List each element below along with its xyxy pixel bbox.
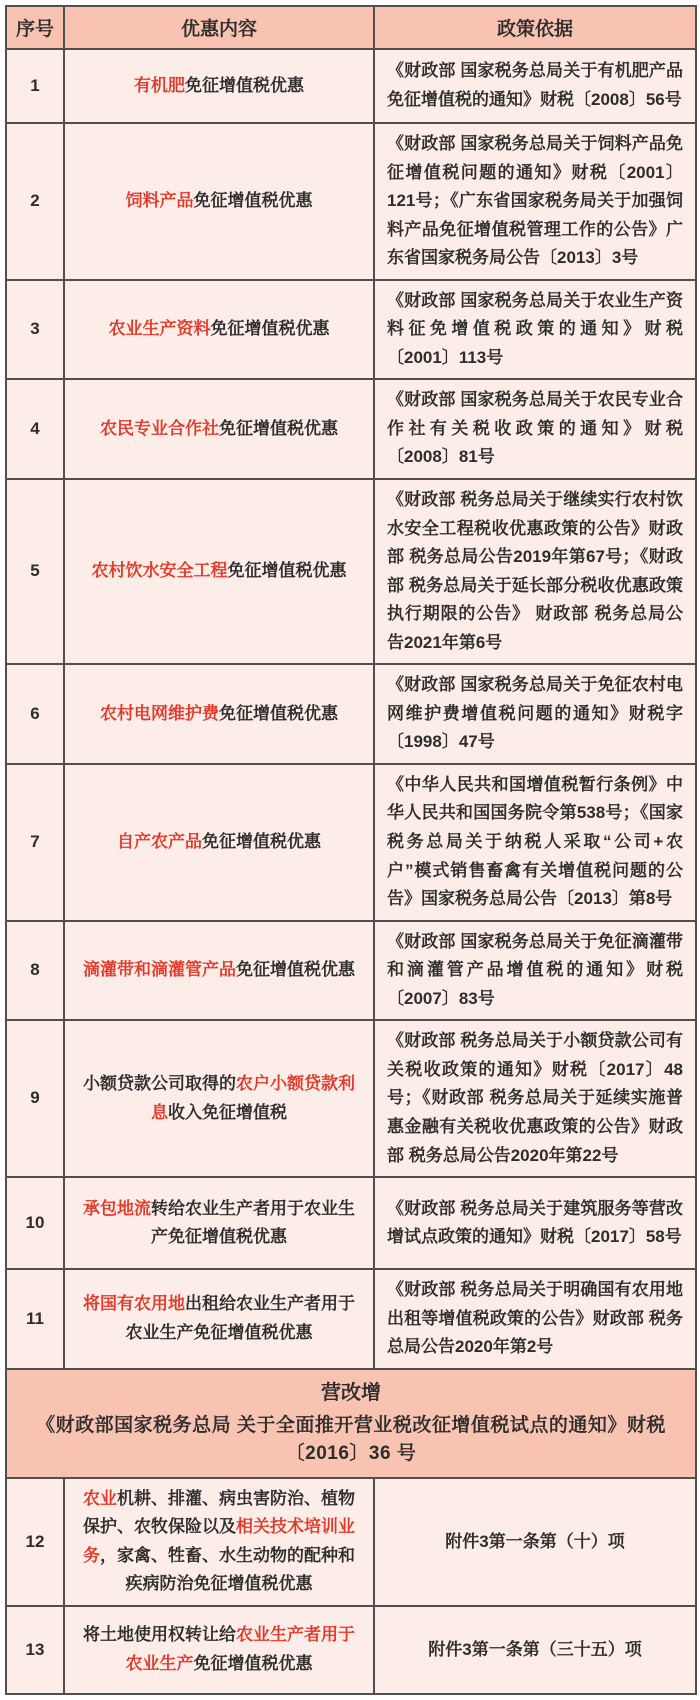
row-number-cell: 9: [6, 1020, 64, 1177]
table-body: [6, 49, 696, 1694]
policy-basis-cell: 附件3第一条第（三十五）项: [374, 1606, 696, 1694]
table-row: [6, 479, 696, 664]
table-row: [6, 921, 696, 1021]
plain-text: 小额贷款公司取得的: [83, 1074, 236, 1094]
plain-text: 机耕、排灌、病虫害防治、植物保护、农牧保险以及: [83, 1488, 355, 1537]
benefit-content-cell: [64, 49, 374, 123]
plain-text: 转给农业生产者用于农业生产免征增值税优惠: [151, 1198, 355, 1247]
section-subtitle: 《财政部国家税务总局 关于全面推开营业税改征增值税试点的通知》财税〔2016〕36 号: [36, 1414, 666, 1465]
row-number-cell: 10: [6, 1177, 64, 1269]
benefit-content-cell: [64, 664, 374, 764]
highlighted-text: 自产农产品: [117, 832, 202, 852]
benefit-content-cell: [64, 1269, 374, 1369]
table-row: [6, 123, 696, 280]
highlighted-text: 滴灌带和滴灌管产品: [83, 960, 236, 980]
table-row: [6, 764, 696, 921]
table-row: [6, 1177, 696, 1269]
policy-basis-cell: 《财政部 国家税务总局关于饲料产品免征增值税问题的通知》财税〔2001〕121号；《广东省国家税务局关于加强饲料产品免征增值税管理工作的公告》广东省国家税务局公告〔2013〕3号: [374, 123, 696, 280]
highlighted-text: 农业生产者用于农业生产: [125, 1625, 355, 1673]
benefit-content-cell: [64, 379, 374, 479]
table-header: [6, 6, 696, 49]
row-number-cell: 3: [6, 280, 64, 380]
header-col-benefit: 优惠内容: [64, 6, 374, 49]
benefit-content-cell: [64, 764, 374, 921]
policy-basis-cell: 《财政部 税务总局关于继续实行农村饮水安全工程税收优惠政策的公告》财政部 税务总局公告2019年第67号；《财政部 税务总局关于延长部分税收优惠政策执行期限的公告》 财政部 税务总局公告2021年第6号: [374, 479, 696, 664]
row-number-cell: 12: [6, 1478, 64, 1606]
benefit-content-cell: [64, 280, 374, 380]
row-number-cell: 4: [6, 379, 64, 479]
benefit-content-cell: [64, 1606, 374, 1694]
plain-text: 免征增值税优惠: [219, 703, 338, 723]
table-row: [6, 379, 696, 479]
policy-basis-cell: 《财政部 国家税务总局关于农民专业合作社有关税收政策的通知》财税〔2008〕81号: [374, 379, 696, 479]
policy-basis-cell: 《财政部 国家税务总局关于有机肥产品免征增值税的通知》财税〔2008〕56号: [374, 49, 696, 123]
plain-text: 免征增值税优惠: [227, 561, 347, 581]
plain-text: 免征增值税优惠: [202, 832, 321, 852]
benefit-content-cell: [64, 921, 374, 1021]
header-col-number: 序号: [6, 6, 64, 49]
policy-basis-cell: 《财政部 国家税务总局关于免征滴灌带和滴灌管产品增值税的通知》财税〔2007〕83号: [374, 921, 696, 1021]
row-number-cell: 2: [6, 123, 64, 280]
row-number-cell: 7: [6, 764, 64, 921]
row-number-cell: 6: [6, 664, 64, 764]
table-row: [6, 49, 696, 123]
row-number-cell: 11: [6, 1269, 64, 1369]
policy-basis-cell: 《财政部 国家税务总局关于农业生产资料征免增值税政策的通知》财税〔2001〕113号: [374, 280, 696, 380]
benefit-content-cell: [64, 123, 374, 280]
policy-basis-cell: 《中华人民共和国增值税暂行条例》中华人民共和国国务院令第538号；《国家税务总局关于纳税人采取“公司+农户”模式销售畜禽有关增值税问题的公告》国家税务总局公告〔2013〕第8号: [374, 764, 696, 921]
plain-text: 免征增值税优惠: [193, 191, 313, 211]
table-row: [6, 1478, 696, 1606]
plain-text: ，家禽、牲畜、水生动物的配种和疾病防治免征增值税优惠: [100, 1545, 355, 1594]
highlighted-text: 相关技术培训业务: [83, 1517, 355, 1565]
highlighted-text: 农业: [83, 1488, 117, 1508]
plain-text: 免征增值税优惠: [236, 960, 355, 980]
highlighted-text: 农村电网维护费: [100, 703, 219, 723]
highlighted-text: 农村饮水安全工程: [91, 561, 228, 581]
header-row: [6, 6, 696, 49]
section-header-row: [6, 1369, 696, 1478]
table-row: [6, 1606, 696, 1694]
table-row: [6, 1269, 696, 1369]
header-col-policy: 政策依据: [374, 6, 696, 49]
row-number-cell: 8: [6, 921, 64, 1021]
highlighted-text: 承包地流: [83, 1198, 151, 1218]
benefit-content-cell: [64, 1177, 374, 1269]
policy-basis-cell: 《财政部 国家税务总局关于免征农村电网维护费增值税问题的通知》财税字〔1998〕47号: [374, 664, 696, 764]
policy-basis-cell: 《财政部 税务总局关于明确国有农用地出租等增值税政策的公告》财政部 税务总局公告2020年第2号: [374, 1269, 696, 1369]
plain-text: 出租给农业生产者用于农业生产免征增值税优惠: [125, 1294, 355, 1342]
highlighted-text: 饲料产品: [125, 191, 194, 211]
row-number-cell: 1: [6, 49, 64, 123]
section-title: 营改增: [321, 1381, 381, 1404]
plain-text: 将土地使用权转让给: [83, 1625, 236, 1645]
highlighted-text: 农业生产资料: [108, 319, 211, 339]
highlighted-text: 农户小额贷款利息: [151, 1074, 355, 1122]
row-number-cell: 5: [6, 479, 64, 664]
policy-basis-cell: 附件3第一条第（十）项: [374, 1478, 696, 1606]
policy-basis-cell: 《财政部 税务总局关于建筑服务等营改增试点政策的通知》财税〔2017〕58号: [374, 1177, 696, 1269]
highlighted-text: 农民专业合作社: [100, 418, 219, 438]
vat-benefit-table: [5, 5, 697, 1695]
table-row: [6, 1020, 696, 1177]
plain-text: 免征增值税优惠: [193, 1653, 313, 1673]
benefit-content-cell: [64, 1020, 374, 1177]
highlighted-text: 有机肥: [134, 75, 185, 95]
plain-text: 收入免征增值税: [168, 1102, 287, 1122]
table-row: [6, 280, 696, 380]
plain-text: 免征增值税优惠: [219, 418, 338, 438]
highlighted-text: 将国有农用地: [83, 1294, 185, 1314]
benefit-content-cell: [64, 1478, 374, 1606]
plain-text: 免征增值税优惠: [185, 75, 304, 95]
plain-text: 免征增值税优惠: [210, 319, 330, 339]
policy-basis-cell: 《财政部 税务总局关于小额贷款公司有关税收政策的通知》财税〔2017〕48号；《财政部 税务总局关于延续实施普惠金融有关税收优惠政策的公告》财政部 税务总局公告2020年第22号: [374, 1020, 696, 1177]
benefit-content-cell: [64, 479, 374, 664]
section-header-cell: [6, 1369, 696, 1478]
row-number-cell: 13: [6, 1606, 64, 1694]
table-row: [6, 664, 696, 764]
